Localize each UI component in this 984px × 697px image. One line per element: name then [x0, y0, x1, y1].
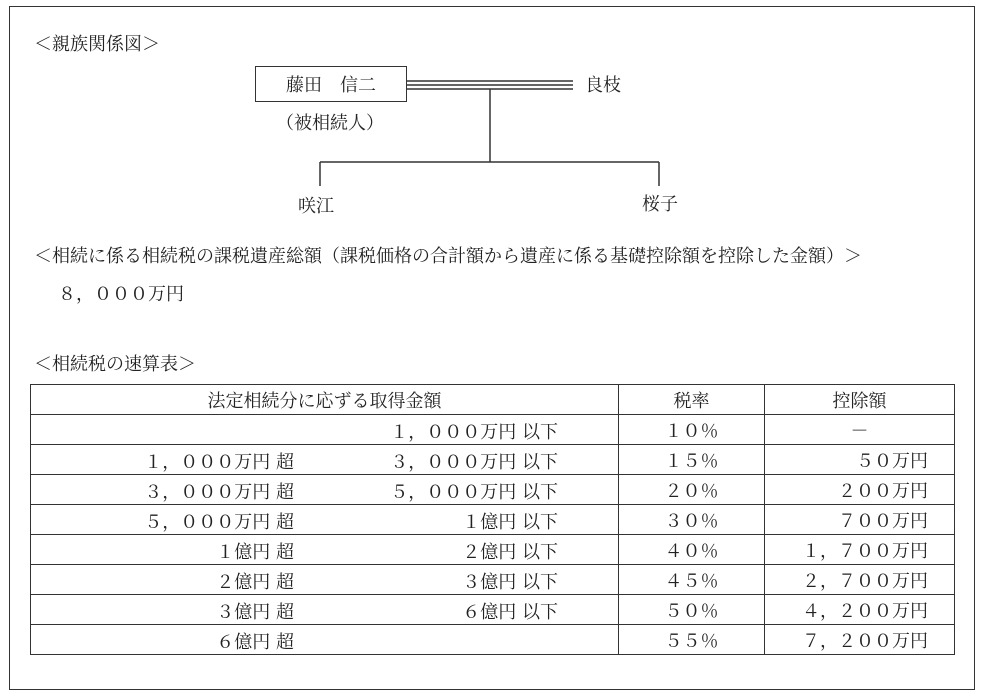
table-row	[31, 445, 955, 475]
range-to: ３億円 以下	[462, 572, 558, 593]
estate-amount: ８，０００万円	[58, 284, 184, 305]
deduction-cell: ７，２００万円	[765, 625, 955, 655]
range-from: ３億円 超	[216, 602, 294, 623]
rate-cell: ５５％	[619, 625, 765, 655]
deduction-cell: ７００万円	[765, 505, 955, 535]
amount-range-cell	[31, 565, 619, 595]
deduction-cell: ４，２００万円	[765, 595, 955, 625]
rate-cell: ３０％	[619, 505, 765, 535]
header-deduction: 控除額	[765, 385, 955, 415]
rate-table	[30, 384, 955, 655]
deduction-cell: ５０万円	[765, 445, 955, 475]
estate-heading: ＜相続に係る相続税の課税遺産総額（課税価格の合計額から遺産に係る基礎控除額を控除した金額）＞	[34, 246, 862, 267]
range-from: １，０００万円 超	[144, 452, 294, 473]
table-row	[31, 565, 955, 595]
spouse-name: 良枝	[585, 75, 621, 96]
deduction-cell: －	[765, 415, 955, 445]
amount-range-cell	[31, 445, 619, 475]
header-rate: 税率	[619, 385, 765, 415]
amount-range-cell	[31, 415, 619, 445]
amount-range-cell	[31, 625, 619, 655]
header-amount: 法定相続分に応ずる取得金額	[31, 385, 619, 415]
rate-cell: ２０％	[619, 475, 765, 505]
table-row	[31, 595, 955, 625]
table-row	[31, 415, 955, 445]
table-row	[31, 505, 955, 535]
amount-range-cell	[31, 595, 619, 625]
range-to: １，０００万円 以下	[390, 422, 558, 443]
rate-table-heading: ＜相続税の速算表＞	[34, 354, 196, 375]
rate-cell: ４５％	[619, 565, 765, 595]
rate-cell: １０％	[619, 415, 765, 445]
deduction-cell: ２，７００万円	[765, 565, 955, 595]
rate-cell: ４０％	[619, 535, 765, 565]
rate-cell: ５０％	[619, 595, 765, 625]
range-from: ５，０００万円 超	[144, 512, 294, 533]
range-to: ６億円 以下	[462, 602, 558, 623]
deduction-cell: ２００万円	[765, 475, 955, 505]
amount-range-cell	[31, 475, 619, 505]
decedent-role: （被相続人）	[276, 113, 384, 134]
rate-cell: １５％	[619, 445, 765, 475]
table-row	[31, 625, 955, 655]
range-from: ６億円 超	[216, 632, 294, 653]
range-from: １億円 超	[216, 542, 294, 563]
range-to: ２億円 以下	[462, 542, 558, 563]
range-from: ３，０００万円 超	[144, 482, 294, 503]
decedent-name: 藤田 信二	[286, 75, 376, 96]
range-to: ３，０００万円 以下	[390, 452, 558, 473]
amount-range-cell	[31, 535, 619, 565]
deduction-cell: １，７００万円	[765, 535, 955, 565]
range-to: ５，０００万円 以下	[390, 482, 558, 503]
range-from: ２億円 超	[216, 572, 294, 593]
child-name-2: 桜子	[642, 194, 678, 215]
table-row	[31, 535, 955, 565]
child-name-1: 咲江	[298, 196, 334, 217]
table-header-row	[31, 385, 955, 415]
range-to: １億円 以下	[462, 512, 558, 533]
amount-range-cell	[31, 505, 619, 535]
table-row	[31, 475, 955, 505]
family-diagram-heading: ＜親族関係図＞	[34, 34, 160, 55]
